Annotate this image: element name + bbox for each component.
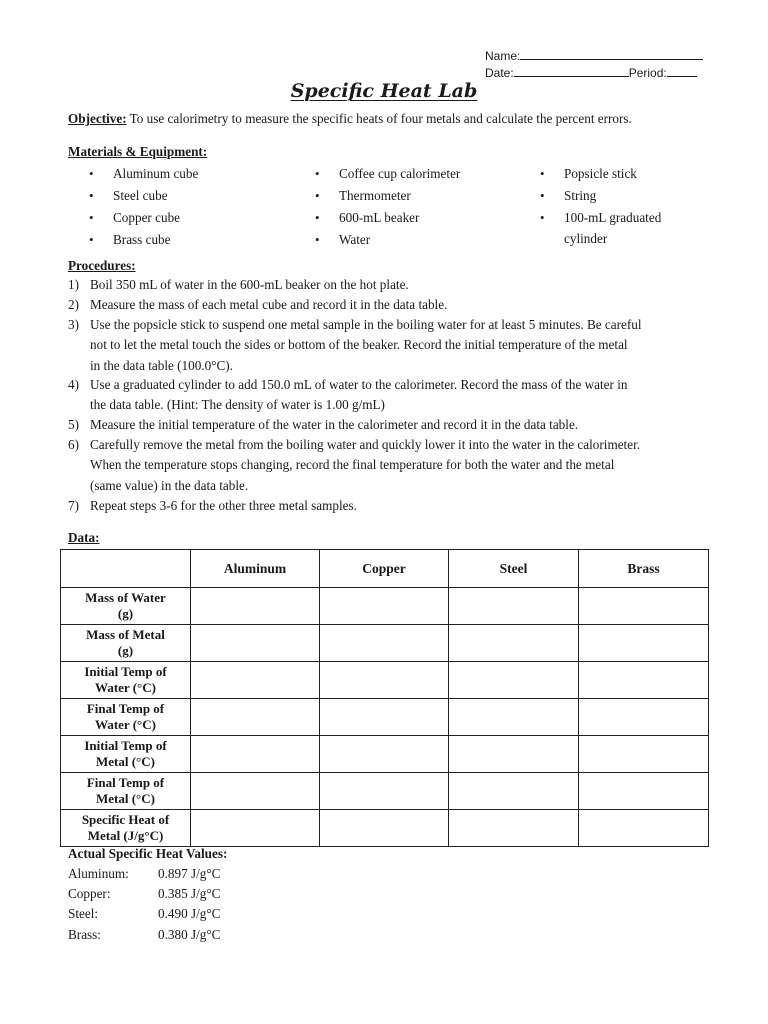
- table-cell[interactable]: [191, 662, 320, 699]
- metal-label: Copper:: [68, 886, 111, 901]
- step-text: Boil 350 mL of water in the 600-mL beaker on the hot plate.: [90, 277, 409, 292]
- list-item: • 100-mL graduated: [564, 207, 661, 229]
- table-cell[interactable]: [449, 810, 579, 847]
- table-cell[interactable]: [579, 662, 709, 699]
- name-line: [485, 47, 703, 63]
- table-row: [61, 662, 709, 699]
- table-row: [61, 625, 709, 662]
- list-item: • Aluminum cube: [113, 163, 198, 185]
- row-header-line: Metal (°C): [96, 754, 155, 769]
- table-cell[interactable]: [191, 625, 320, 662]
- row-header-line: Mass of Metal: [86, 627, 165, 642]
- table-cell[interactable]: [449, 699, 579, 736]
- step-text: Use the popsicle stick to suspend one metal sample in the boiling water for at least 5 minutes. Be careful: [90, 317, 642, 332]
- actual-values-heading: Actual Specific Heat Values:: [68, 846, 228, 861]
- row-header: [61, 699, 191, 736]
- table-cell[interactable]: [579, 736, 709, 773]
- table-cell[interactable]: [579, 625, 709, 662]
- specific-heat-value: 0.897 J/g°C: [158, 866, 221, 881]
- list-item: • Steel cube: [113, 185, 168, 207]
- procedure-step: [68, 295, 708, 315]
- metal-label: Aluminum:: [68, 866, 129, 881]
- procedures-heading-text: Procedures:: [68, 258, 136, 273]
- row-header-line: Final Temp of: [86, 775, 165, 790]
- list-item: • Popsicle stick: [564, 163, 637, 185]
- table-cell[interactable]: [191, 699, 320, 736]
- list-item: • Thermometer: [339, 185, 411, 207]
- row-header-line: Specific Heat of: [81, 812, 170, 827]
- table-cell[interactable]: [449, 773, 579, 810]
- name-label: Name:: [485, 49, 521, 63]
- procedure-step: [68, 315, 708, 376]
- row-header: [61, 736, 191, 773]
- row-header-line: Water (°C): [95, 717, 156, 732]
- data-heading-text: Data:: [68, 530, 100, 545]
- table-row: [61, 736, 709, 773]
- row-header-line: (g): [117, 606, 134, 621]
- materials-heading-text: Materials & Equipment:: [68, 144, 208, 159]
- period-field[interactable]: [667, 64, 697, 77]
- procedures-heading: [68, 256, 136, 276]
- step-number: 2): [68, 297, 79, 312]
- date-field[interactable]: [514, 64, 629, 77]
- row-header: [61, 588, 191, 625]
- name-field[interactable]: [520, 47, 703, 60]
- list-item-continuation: cylinder: [564, 231, 608, 246]
- row-header-line: (g): [117, 643, 134, 658]
- date-period-line: [485, 64, 697, 80]
- table-cell[interactable]: [320, 810, 449, 847]
- table-header-row: [61, 550, 709, 588]
- step-text: When the temperature stops changing, record the final temperature for both the water and the metal: [90, 457, 615, 473]
- procedure-step: [68, 496, 708, 516]
- materials-heading: [68, 142, 207, 162]
- list-item: • Water: [339, 229, 370, 251]
- step-number: 7): [68, 498, 79, 513]
- step-number: 1): [68, 277, 79, 292]
- table-cell[interactable]: [579, 810, 709, 847]
- date-label: Date:: [485, 66, 514, 80]
- objective-label: Objective:: [68, 111, 127, 126]
- table-cell[interactable]: [320, 625, 449, 662]
- table-cell[interactable]: [579, 588, 709, 625]
- step-number: 4): [68, 377, 79, 392]
- row-header-line: Final Temp of: [86, 701, 165, 716]
- step-text: Use a graduated cylinder to add 150.0 mL of water to the calorimeter. Record the mass of the water in: [90, 377, 628, 392]
- row-header: [61, 625, 191, 662]
- table-cell[interactable]: [449, 662, 579, 699]
- step-number: 5): [68, 417, 79, 432]
- table-cell[interactable]: [449, 588, 579, 625]
- column-header: Aluminum: [191, 550, 320, 588]
- page-title: Specific Heat Lab: [290, 80, 478, 102]
- specific-heat-value: 0.385 J/g°C: [158, 886, 221, 901]
- metal-label: Steel:: [68, 906, 99, 921]
- table-corner-cell: [61, 550, 191, 588]
- column-header: Copper: [320, 550, 449, 588]
- table-row: [61, 699, 709, 736]
- step-text: Repeat steps 3-6 for the other three metal samples.: [90, 498, 357, 513]
- metal-label: Brass:: [68, 927, 101, 942]
- table-cell[interactable]: [449, 625, 579, 662]
- table-cell[interactable]: [579, 773, 709, 810]
- step-text: the data table. (Hint: The density of water is 1.00 g/mL): [90, 397, 385, 413]
- step-number: 3): [68, 317, 79, 332]
- row-header-line: Metal (°C): [96, 791, 155, 806]
- step-text: Measure the initial temperature of the water in the calorimeter and record it in the data table.: [90, 417, 579, 432]
- table-cell[interactable]: [191, 736, 320, 773]
- objective-text: To use calorimetry to measure the specific heats of four metals and calculate the percent errors.: [129, 111, 632, 126]
- specific-heat-value: 0.490 J/g°C: [158, 906, 221, 921]
- table-cell[interactable]: [320, 736, 449, 773]
- row-header: [61, 810, 191, 847]
- table-cell[interactable]: [579, 699, 709, 736]
- step-text: Carefully remove the metal from the boiling water and quickly lower it into the water in the calorimeter.: [90, 437, 641, 452]
- table-cell[interactable]: [320, 773, 449, 810]
- list-item: • String: [564, 185, 596, 207]
- table-cell[interactable]: [449, 736, 579, 773]
- row-header: [61, 662, 191, 699]
- table-row: [61, 810, 709, 847]
- table-cell[interactable]: [320, 699, 449, 736]
- step-text: not to let the metal touch the sides or bottom of the beaker. Record the initial temperature of the metal: [90, 337, 628, 353]
- column-header: Steel: [449, 550, 579, 588]
- table-row: [61, 588, 709, 625]
- procedure-step: [68, 435, 708, 496]
- step-number: 6): [68, 437, 79, 452]
- table-cell[interactable]: [320, 662, 449, 699]
- list-item: • 600-mL beaker: [339, 207, 419, 229]
- procedure-step: [68, 415, 708, 435]
- table-cell[interactable]: [320, 588, 449, 625]
- table-cell[interactable]: [191, 773, 320, 810]
- row-header-line: Water (°C): [95, 680, 156, 695]
- table-cell[interactable]: [191, 588, 320, 625]
- procedure-step: [68, 375, 708, 416]
- list-item: • Coffee cup calorimeter: [339, 163, 460, 185]
- objective: [68, 109, 632, 129]
- row-header-line: Initial Temp of: [84, 738, 167, 753]
- row-header-line: Mass of Water: [85, 590, 166, 605]
- data-table: [60, 549, 709, 847]
- step-text: in the data table (100.0°C).: [90, 357, 233, 373]
- row-header: [61, 773, 191, 810]
- list-item: • Brass cube: [113, 229, 171, 251]
- list-item: • Copper cube: [113, 207, 180, 229]
- period-label: Period:: [628, 66, 667, 80]
- step-text: (same value) in the data table.: [90, 477, 249, 493]
- table-cell[interactable]: [191, 810, 320, 847]
- row-header-line: Metal (J/g°C): [87, 828, 164, 843]
- column-header: Brass: [579, 550, 709, 588]
- row-header-line: Initial Temp of: [84, 664, 167, 679]
- procedure-step: [68, 275, 708, 295]
- step-text: Measure the mass of each metal cube and record it in the data table.: [90, 297, 448, 312]
- table-row: [61, 773, 709, 810]
- data-heading: [68, 528, 100, 548]
- specific-heat-value: 0.380 J/g°C: [158, 927, 221, 942]
